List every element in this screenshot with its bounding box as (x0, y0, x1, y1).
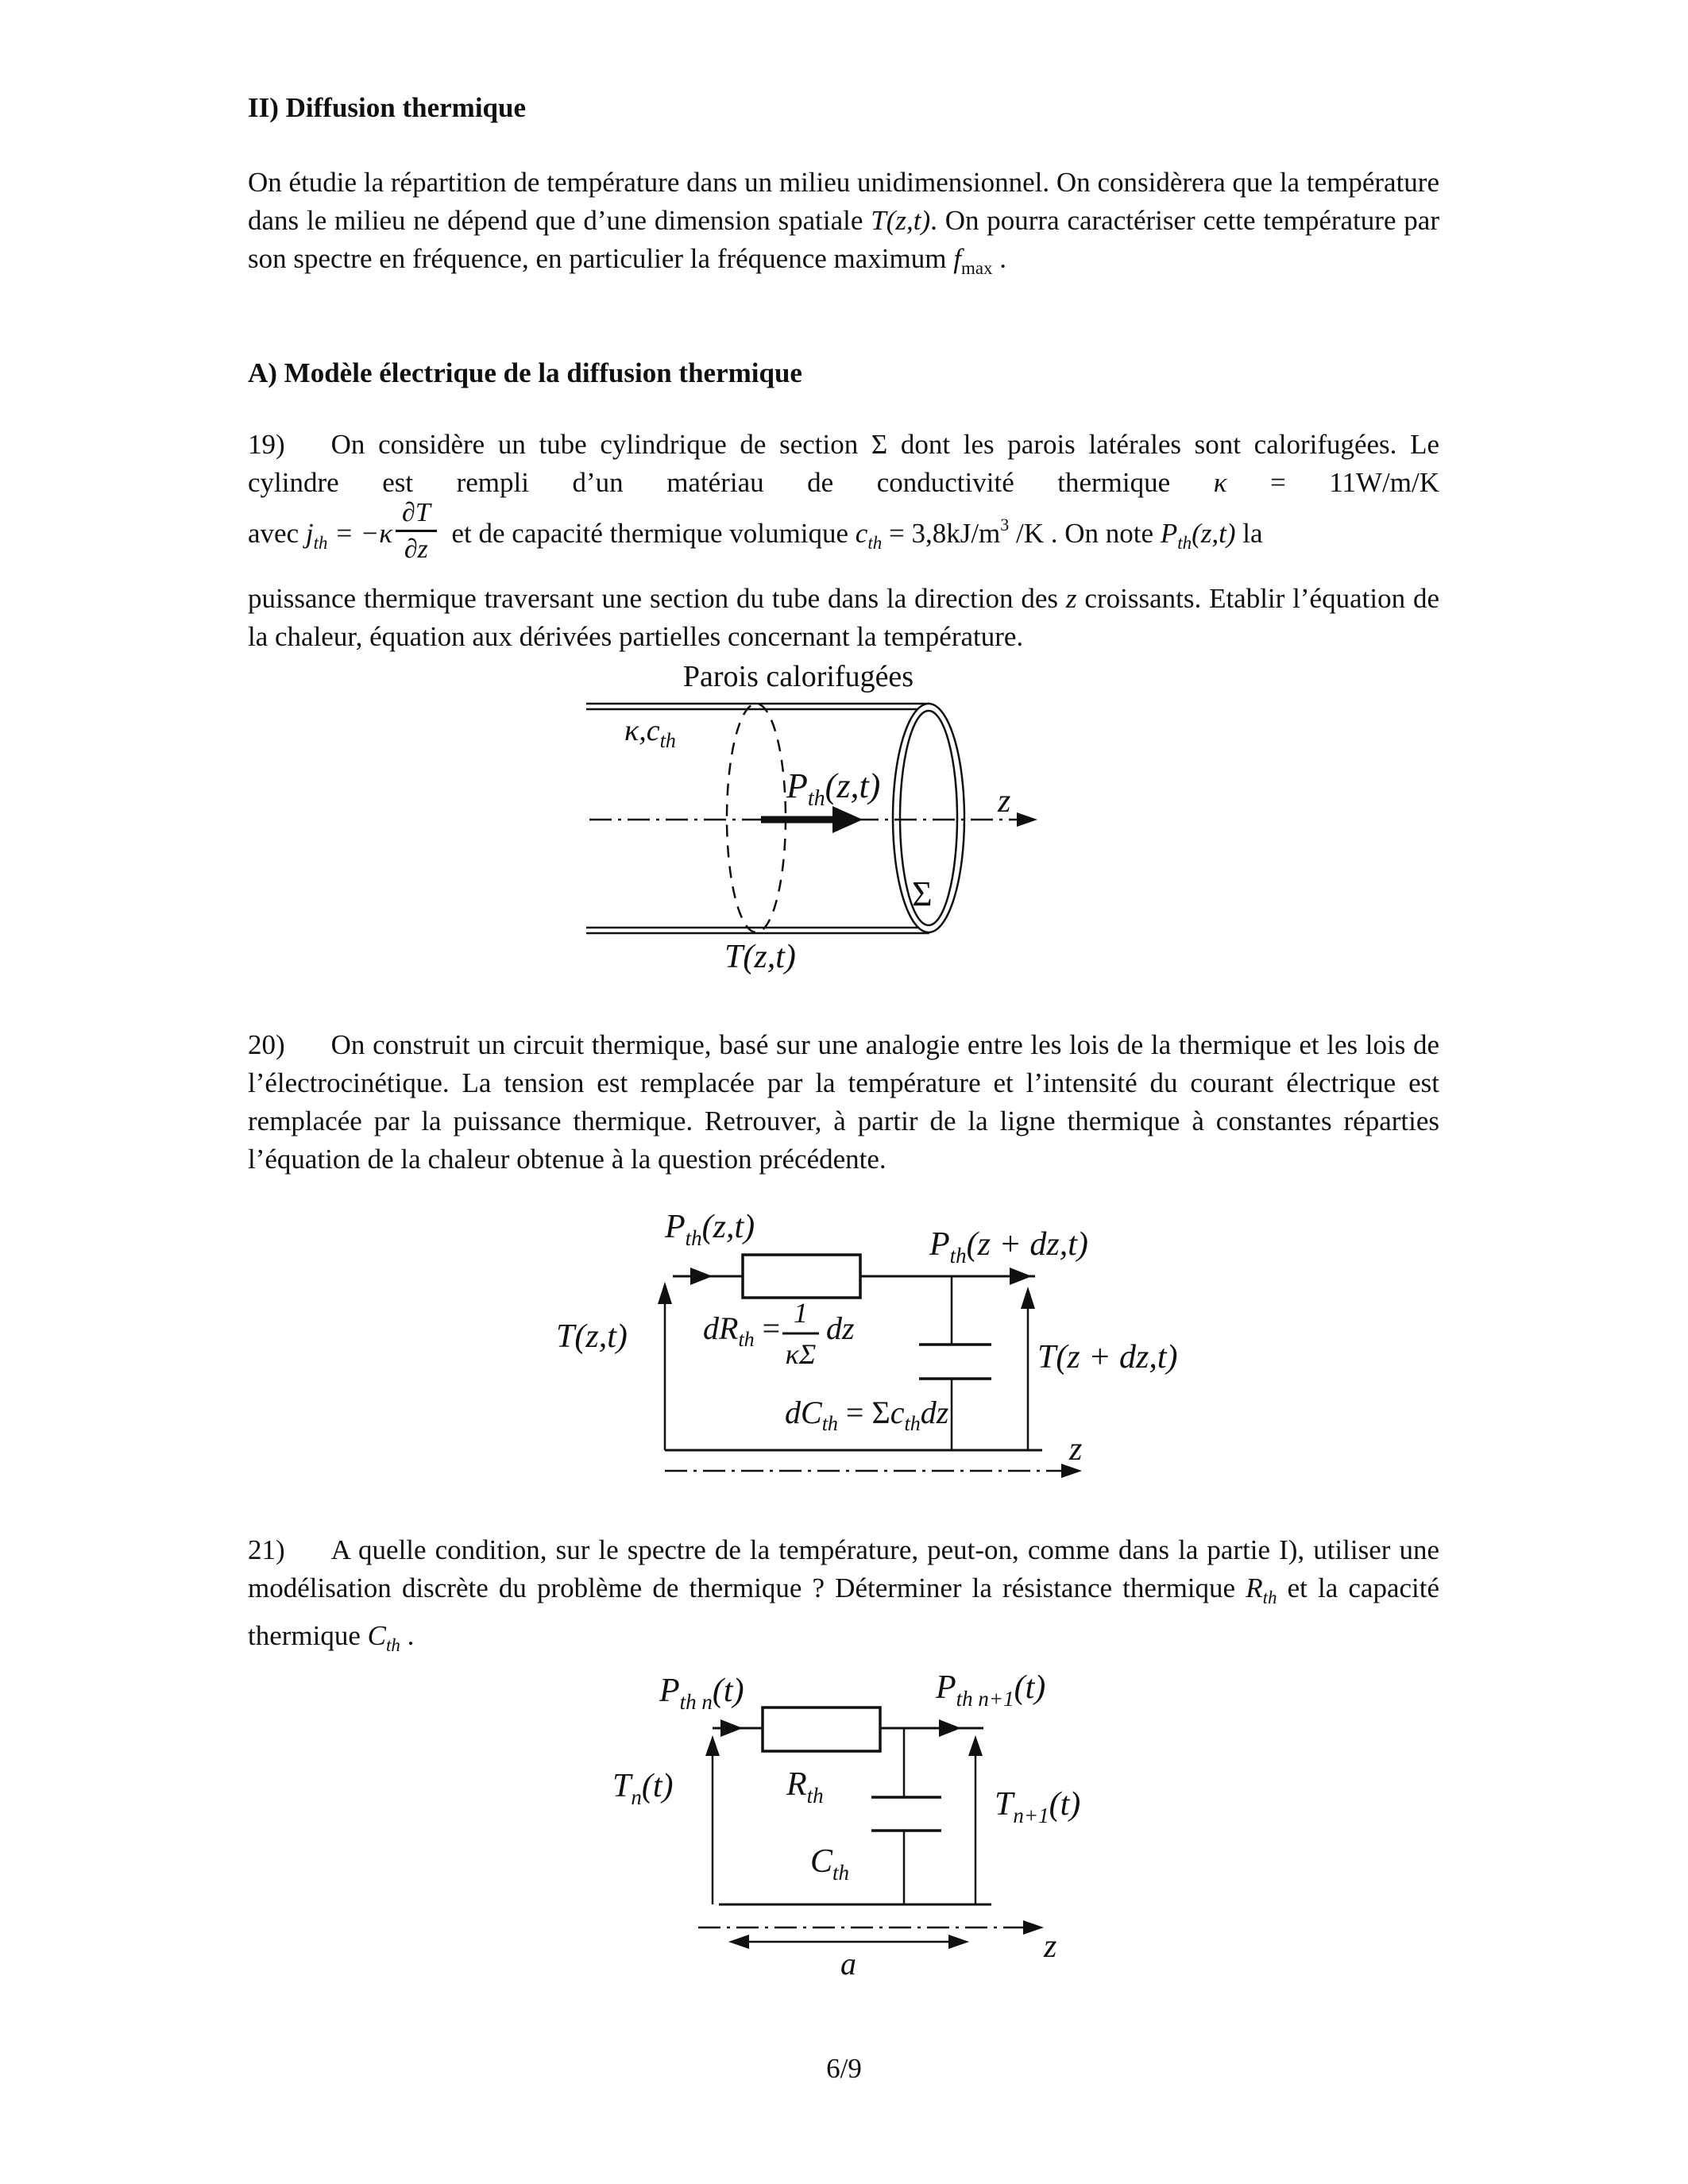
resistance-label (786, 1766, 824, 1808)
power-in-label (664, 1209, 755, 1250)
q19-text-8: la (1235, 518, 1263, 549)
math-P-args: (z + dz,t) (966, 1226, 1088, 1263)
temperature-arrow-right-head (1021, 1287, 1035, 1309)
question-20-number: 20) (248, 1029, 285, 1060)
thermal-power-label (786, 766, 880, 811)
math-P-sub: th n (679, 1690, 713, 1714)
math-dR: dR (703, 1310, 739, 1346)
math-c-sub: th (867, 533, 883, 553)
figure-cylinder-tube (556, 651, 1112, 985)
math-exponent-3: 3 (1000, 515, 1010, 534)
material-label (624, 714, 676, 752)
math-dz: dz (920, 1395, 949, 1430)
math-P-args: (t) (1014, 1669, 1046, 1706)
resistor-symbol (763, 1707, 880, 1751)
figure-title: Parois calorifugées (682, 660, 914, 693)
intro-text-3: . (992, 243, 1007, 274)
current-arrowhead-left (690, 1268, 713, 1285)
power-n1-label (935, 1669, 1045, 1711)
current-arrowhead-left (720, 1719, 743, 1737)
power-n-label (659, 1673, 744, 1714)
math-C-sub: th (386, 1635, 400, 1655)
math-j-sub: th (313, 533, 328, 553)
cell-length-label: a (840, 1946, 856, 1981)
math-T: T (995, 1786, 1014, 1823)
figure-rc-line (477, 1183, 1231, 1501)
math-C-sub: th (832, 1861, 850, 1885)
temperature-arrow-right-head (968, 1735, 983, 1756)
math-P-sub: th (949, 1244, 967, 1268)
q19-text-9: puissance thermique traversant une section du tube dans la direction des (248, 583, 1066, 614)
fraction-numerator: ∂T (396, 499, 437, 532)
section-heading: A) Modèle électrique de la diffusion thermique (248, 357, 802, 388)
q21-text-2: et la capacité thermique (248, 1572, 1440, 1651)
math-P: P (929, 1226, 950, 1263)
math-T-sub: n+1 (1013, 1804, 1049, 1827)
math-P-args: (t) (712, 1673, 744, 1709)
math-T: T (612, 1768, 632, 1804)
math-R-sub: th (806, 1784, 824, 1808)
temperature-arrow-left-head (705, 1735, 720, 1756)
q19-text-3: = 11W/m/K (1226, 467, 1439, 498)
math-P-sub: th n+1 (956, 1687, 1014, 1711)
intro-text-2: . On pourra caractériser cette température par son spectre en fréquence, en particulier la fréquence maximum (248, 205, 1439, 274)
page-number: 6/9 (826, 2053, 862, 2084)
question-19-continued (248, 580, 1439, 656)
part-heading: II) Diffusion thermique (248, 92, 527, 123)
math-f-sub-max: max (960, 258, 993, 278)
math-j: j (305, 518, 314, 549)
z-axis-arrowhead (1023, 1920, 1044, 1935)
q20-text: On construit un circuit thermique, basé sur une analogie entre les lois de la thermique et les lois de l’électrocinétique. La tension est remplacée par la température et l’intensité du courant électrique est remplacée par la puissance thermique. Retrouver, à partir de la ligne thermique à constantes réparties l’équation de la chaleur obtenue à la question précédente. (248, 1029, 1439, 1175)
intro-text-1: On étudie la répartition de température dans un milieu unidimensionnel. On considèrera que la température dans le milieu ne dépend que d’une dimension spatiale (248, 167, 1439, 236)
temperature-n-label (612, 1768, 674, 1809)
math-equals: = (837, 1395, 872, 1430)
q19-text-1: On considère un tube cylindrique de section (330, 429, 871, 460)
math-T-zt: T(z,t) (871, 205, 931, 236)
q19-text-5: et de capacité thermique volumique (444, 518, 856, 549)
z-axis-arrowhead (1017, 812, 1037, 827)
math-R: R (786, 1766, 807, 1803)
question-19-formula-line (248, 475, 1439, 593)
math-z: z (1065, 583, 1077, 614)
current-arrowhead-right (1010, 1268, 1032, 1285)
z-axis-label: z (1044, 1928, 1057, 1965)
q19-text-7: /K . On note (1009, 518, 1161, 549)
temperature-left-label: T(z,t) (556, 1318, 628, 1355)
capacitance-label (810, 1843, 849, 1885)
temperature-n1-label (995, 1786, 1080, 1827)
q19-text-2: dont les parois latérales sont calorifugées. Le cylindre est rempli d’un matériau de conductivité thermique (248, 429, 1439, 498)
math-kappa: κ (1213, 467, 1227, 498)
q21-text-1: A quelle condition, sur le spectre de la température, peut-on, comme dans la partie I), utiliser une modélisation discrète du problème de thermique ? Déterminer la résistance thermique (248, 1534, 1439, 1603)
figure-rc-discrete (477, 1652, 1192, 1985)
q19-text-6: = 3,8kJ/m (882, 518, 1001, 549)
q21-text-3: . (400, 1620, 415, 1651)
math-P-args: (z,t) (701, 1209, 755, 1245)
math-T-args: (t) (1049, 1786, 1081, 1823)
section-area-label: Σ (912, 874, 933, 913)
question-19-number: 19) (248, 429, 285, 460)
math-P-sub: th (685, 1226, 702, 1250)
math-c: c (646, 714, 660, 747)
current-arrowhead-right (939, 1719, 961, 1737)
power-out-label (929, 1226, 1088, 1268)
temperature-label: T(z,t) (724, 939, 796, 975)
fraction-numerator: 1 (794, 1297, 808, 1329)
math-P-args: (z,t) (1192, 518, 1236, 549)
math-c-sub: th (659, 729, 676, 752)
capacitance-equation-label (785, 1395, 949, 1435)
question-21-number: 21) (248, 1534, 285, 1565)
math-equals: = (754, 1310, 781, 1346)
math-R-sub: th (1262, 1588, 1277, 1607)
intro-paragraph (248, 164, 1439, 287)
math-c: c (890, 1395, 905, 1430)
math-P: P (659, 1673, 680, 1709)
fraction-denominator: κΣ (785, 1338, 817, 1370)
math-eq-kappa: = −κ (327, 518, 393, 549)
heat-flow-arrowhead (832, 806, 863, 833)
cell-length-arrowhead-left (728, 1935, 749, 1949)
math-sigma: Σ (871, 429, 888, 460)
fraction-denominator: ∂z (404, 534, 428, 564)
z-axis-label: z (1069, 1431, 1083, 1468)
math-c-sub: th (904, 1412, 921, 1435)
math-dC: dC (785, 1395, 822, 1430)
math-T-sub: n (631, 1785, 642, 1809)
math-dC-sub: th (821, 1412, 838, 1435)
math-sigma: Σ (871, 1395, 890, 1430)
temperature-right-label: T(z + dz,t) (1037, 1339, 1178, 1376)
math-c: c (855, 518, 868, 549)
resistor-symbol (743, 1255, 860, 1298)
question-21 (248, 1531, 1439, 1665)
math-kappa-comma: κ, (624, 714, 647, 747)
math-P-sub: th (807, 786, 825, 811)
math-P: P (786, 766, 808, 805)
math-C: C (810, 1843, 833, 1880)
math-dR-sub: th (738, 1328, 755, 1351)
math-dz: dz (826, 1310, 855, 1346)
math-P-args: (z,t) (825, 766, 881, 805)
math-f: f (953, 243, 961, 274)
resistance-equation-label (703, 1310, 780, 1351)
question-20 (248, 1026, 1439, 1179)
math-P: P (665, 1209, 686, 1245)
math-fraction-dT-dz (396, 499, 437, 563)
temperature-arrow-left-head (658, 1282, 672, 1304)
q19-text-10: croissants. Etablir l’équation de la chaleur, équation aux dérivées partielles concernant la température. (248, 583, 1439, 652)
math-P: P (936, 1669, 956, 1706)
math-C: C (367, 1620, 387, 1651)
q19-text-4: avec (248, 518, 306, 549)
cell-length-arrowhead-right (948, 1935, 969, 1949)
z-axis-label: z (998, 783, 1011, 820)
math-P-sub: th (1177, 533, 1192, 553)
math-T-args: (t) (641, 1768, 674, 1804)
math-R: R (1246, 1572, 1263, 1603)
math-P: P (1160, 518, 1178, 549)
